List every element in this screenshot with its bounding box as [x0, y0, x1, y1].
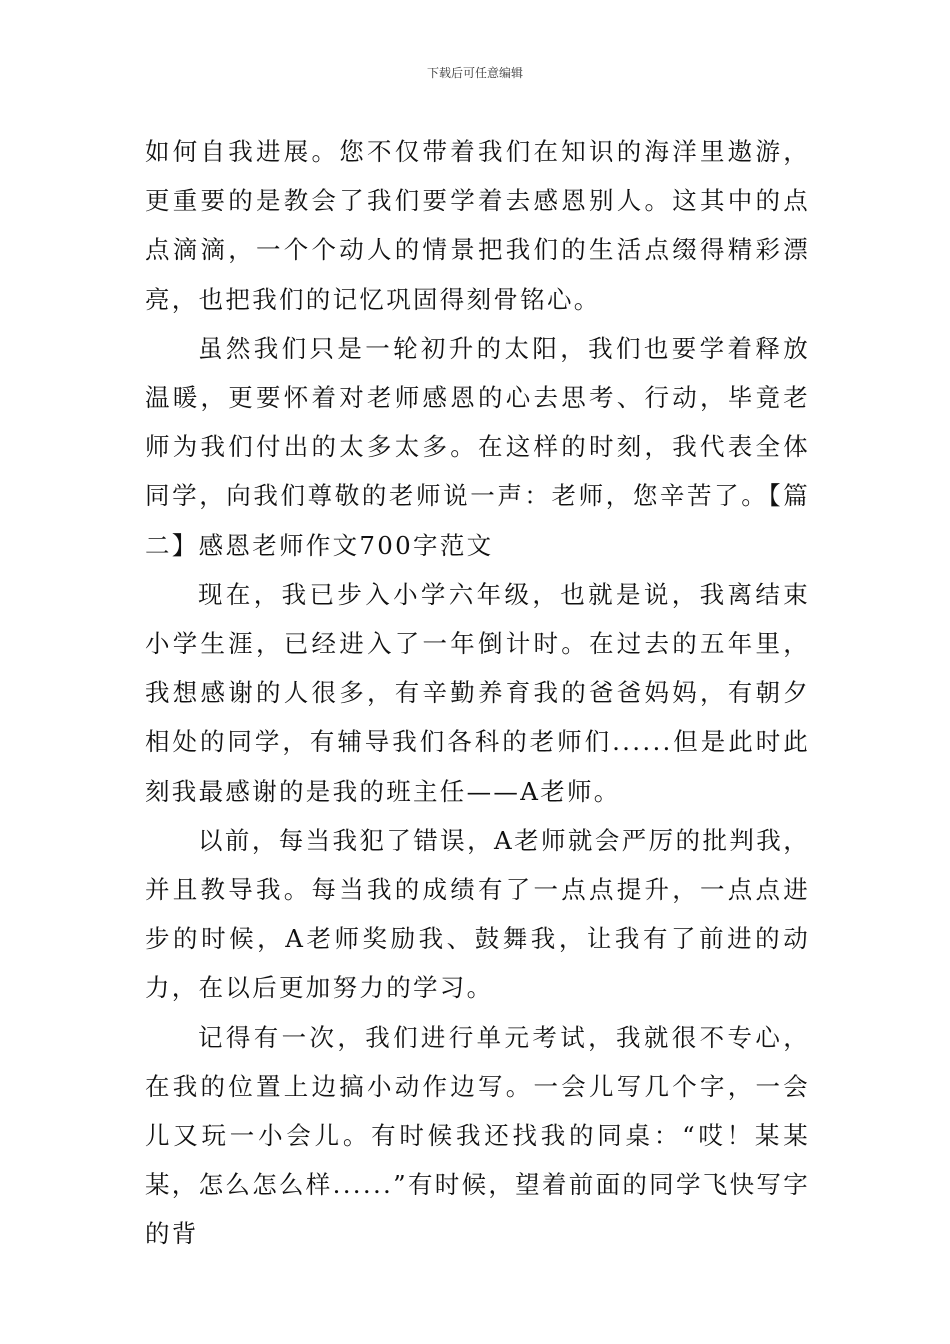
paragraph-3: 现在，我已步入小学六年级，也就是说，我离结束小学生涯，已经进入了一年倒计时。在过去的五年里，我想感谢的人很多，有辛勤养育我的爸爸妈妈，有朝夕相处的同学，有辅导我们各科的老师们......但是此时此刻我最感谢的是我的班主任——A老师。 — [145, 579, 810, 806]
paragraph-4: 以前，每当我犯了错误，A老师就会严厉的批判我，并且教导我。每当我的成绩有了一点点提升，一点点进步的时候，A老师奖励我、鼓舞我，让我有了前进的动力，在以后更加努力的学习。 — [145, 825, 810, 1003]
paragraph-5: 记得有一次，我们进行单元考试，我就很不专心，在我的位置上边搞小动作边写。一会儿写几个字，一会儿又玩一小会儿。有时候我还找我的同桌：“哎！某某某，怎么怎么样......”有时候，望着前面的同学飞快写字的背 — [145, 1022, 810, 1249]
paragraph-1: 如何自我进展。您不仅带着我们在知识的海洋里遨游，更重要的是教会了我们要学着去感恩别人。这其中的点点滴滴，一个个动人的情景把我们的生活点缀得精彩漂亮，也把我们的记忆巩固得刻骨铭心。 — [145, 137, 810, 314]
document-body — [145, 127, 810, 1259]
paragraph-2: 虽然我们只是一轮初升的太阳，我们也要学着释放温暖，更要怀着对老师感恩的心去思考、行动，毕竟老师为我们付出的太多太多。在这样的时刻，我代表全体同学，向我们尊敬的老师说一声：老师，您辛苦了。【篇二】感恩老师作文700字范文 — [145, 333, 810, 560]
page-header: 下载后可任意编辑 — [426, 66, 523, 80]
